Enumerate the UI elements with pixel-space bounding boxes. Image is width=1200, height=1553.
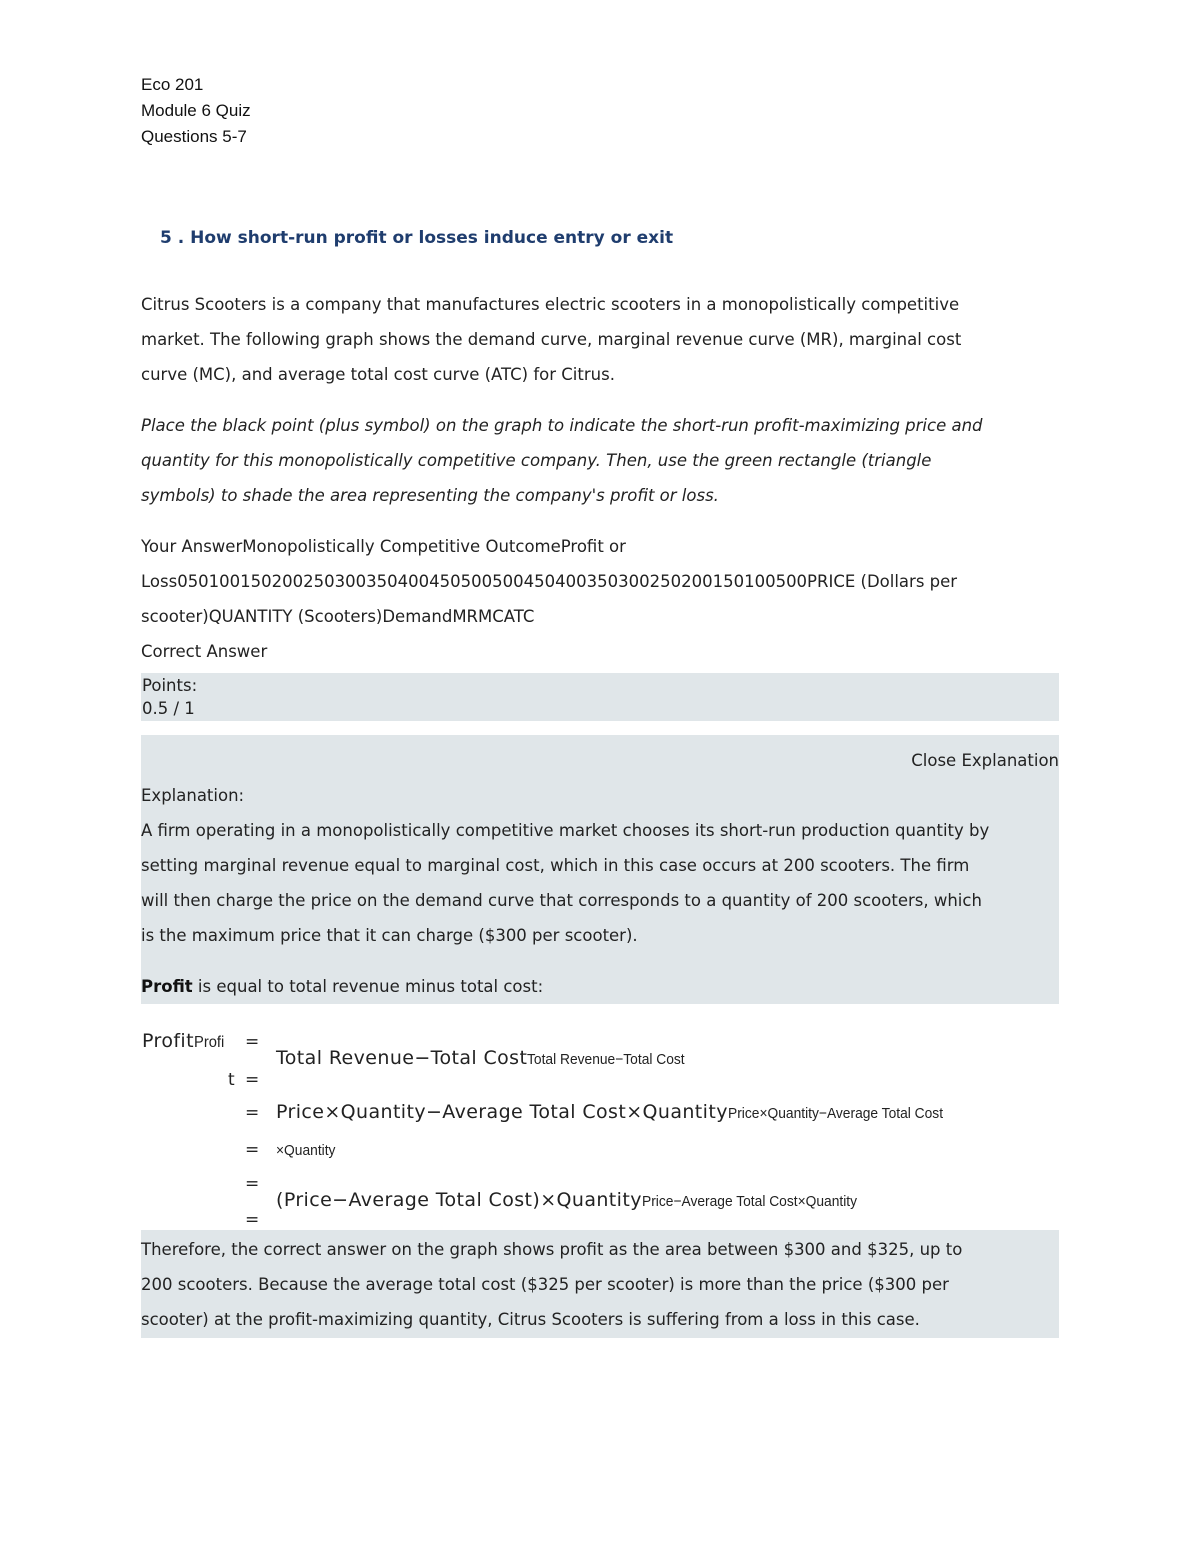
equals-sign: = [245, 1210, 260, 1230]
explanation-panel [141, 735, 1059, 1004]
question-instruction [141, 408, 1059, 513]
conclusion [141, 1230, 1059, 1338]
row2-plain: Price×Quantity−Average Total Cost [727, 1105, 943, 1122]
row1-rendered: Total Revenue−Total Cost [276, 1047, 528, 1069]
correct-answer-label: Correct Answer [141, 642, 268, 661]
answer-line: Your AnswerMonopolistically Competitive OutcomeProfit or [141, 537, 626, 556]
equation-row-1 [276, 1047, 699, 1069]
equation-lhs [142, 1030, 227, 1052]
points-value: 0.5 / 1 [142, 699, 195, 718]
profit-term-big: Profit [142, 1030, 194, 1052]
answer-line: scooter)QUANTITY (Scooters)DemandMRMCATC [141, 607, 535, 626]
points-box [141, 673, 1059, 721]
equals-sign: = [245, 1174, 260, 1194]
question-intro [141, 287, 1059, 392]
explanation-line: setting marginal revenue equal to marginal cost, which in this case occurs at 200 scooters. The firm [141, 856, 970, 875]
equals-sign: = [245, 1032, 260, 1052]
document-header [141, 72, 251, 150]
instruction-line: quantity for this monopolistically competitive company. Then, use the green rectangle (triangle [141, 451, 932, 470]
profit-definition [141, 969, 1059, 1004]
conclusion-line: Therefore, the correct answer on the graph shows profit as the area between $300 and $325, up to [141, 1240, 963, 1259]
explanation-line: will then charge the price on the demand curve that corresponds to a quantity of 200 scooters, which [141, 891, 982, 910]
points-label: Points: [142, 676, 198, 695]
explanation-line: A firm operating in a monopolistically competitive market chooses its short-run production quantity by [141, 821, 990, 840]
row2-rendered: Price×Quantity−Average Total Cost×Quantity [276, 1101, 728, 1123]
equals-sign: = [245, 1070, 260, 1090]
profit-term-wrap: t [228, 1070, 235, 1090]
equation-row-3 [276, 1140, 341, 1159]
intro-line: curve (MC), and average total cost curve (ATC) for Citrus. [141, 365, 615, 384]
profit-definition-text: is equal to total revenue minus total cost: [192, 977, 544, 996]
row1-plain: Total Revenue−Total Cost [527, 1051, 685, 1068]
explanation-body [141, 813, 1059, 953]
question-title: 5 . How short-run profit or losses induce entry or exit [160, 228, 674, 248]
equals-sign: = [245, 1140, 260, 1160]
close-explanation-link[interactable]: Close Explanation [911, 751, 1059, 770]
equals-sign: = [245, 1103, 260, 1123]
conclusion-line: scooter) at the profit-maximizing quantity, Citrus Scooters is suffering from a loss in this case. [141, 1310, 920, 1329]
profit-term-small: Profi [193, 1034, 225, 1051]
equation-row-2 [276, 1101, 962, 1123]
answer-line: Loss05010015020025030035040045050050045040035030025020015010050​0PRICE (Dollars per [141, 572, 958, 591]
questions-range: Questions 5-7 [141, 127, 247, 146]
module-name: Module 6 Quiz [141, 101, 251, 120]
course-name: Eco 201 [141, 75, 204, 94]
profit-equation [141, 1004, 1059, 1230]
instruction-line: Place the black point (plus symbol) on the graph to indicate the short-run profit-maximizing price and [141, 416, 983, 435]
row4-plain: Price−Average Total Cost×Quantity [641, 1193, 857, 1210]
conclusion-line: 200 scooters. Because the average total cost ($325 per scooter) is more than the price ($300 per [141, 1275, 949, 1294]
explanation-line: is the maximum price that it can charge ($300 per scooter). [141, 926, 638, 945]
profit-bold: Profit [141, 977, 193, 996]
intro-line: Citrus Scooters is a company that manufactures electric scooters in a monopolistically competitive [141, 295, 960, 314]
equation-row-4 [276, 1189, 876, 1211]
row4-rendered: (Price−Average Total Cost)×Quantity [276, 1189, 642, 1211]
your-answer [141, 529, 1059, 669]
explanation-heading: Explanation: [141, 786, 245, 805]
instruction-line: symbols) to shade the area representing the company's profit or loss. [141, 486, 719, 505]
question-content [141, 287, 1059, 1338]
intro-line: market. The following graph shows the demand curve, marginal revenue curve (MR), marginal cost [141, 330, 962, 349]
row3-plain: ×Quantity [276, 1142, 336, 1159]
